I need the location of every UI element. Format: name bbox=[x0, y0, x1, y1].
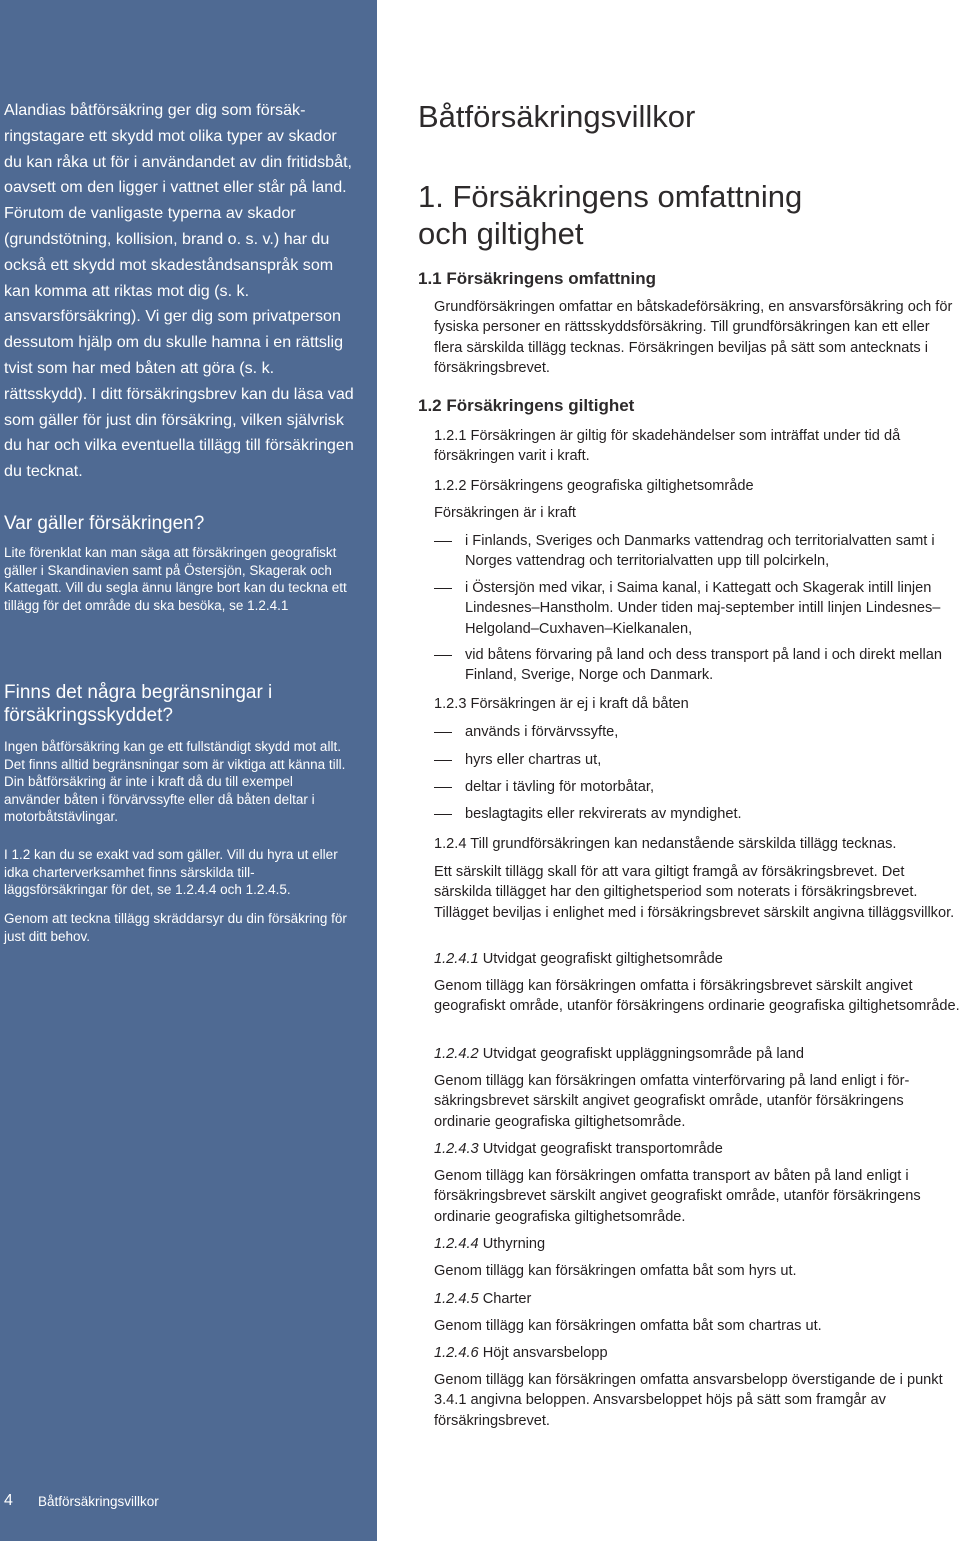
faq-heading-coverage-area: Var gäller försäkringen? bbox=[4, 513, 205, 534]
clause-number: 1.2.4 bbox=[434, 836, 467, 852]
list-item: används i förvärvssyfte, bbox=[434, 722, 960, 742]
clause-number: 1.2.4.2 bbox=[434, 1046, 479, 1062]
list-item: i Östersjön med vikar, i Saima kanal, i Kattegatt och Skagerak intill linjen Lindesnes–Hanstholm. Under tiden maj-september intill linjen Lindesnes–Helgoland–Cuxhaven–Kielkanalen, bbox=[434, 578, 960, 639]
clause-1-2-4-3-heading bbox=[434, 1139, 723, 1159]
clause-text: Försäkringen är giltig för skadehändelser som inträffat under tid då försäkringen varit i kraft. bbox=[434, 428, 901, 465]
clause-number: 1.2.4.5 bbox=[434, 1291, 479, 1307]
list-item: hyrs eller chartras ut, bbox=[434, 750, 960, 770]
clause-title: Till grundförsäkringen kan nedanstående särskilda tillägg tecknas. bbox=[470, 836, 897, 852]
faq-text-limitations-2: I 1.2 kan du se exakt vad som gäller. Vill du hyra ut eller idka charterverksamhet finns särskilda tillläggsförsäkringar för det, se 1.2.4.4 och 1.2.4.5. bbox=[4, 847, 338, 898]
faq-text-limitations-3: Genom att teckna tillägg skräddarsyr du din försäkring för just ditt behov. bbox=[4, 911, 347, 944]
clause-number: 1.2.4.4 bbox=[434, 1236, 479, 1252]
clause-1-2-4-6-text: Genom tillägg kan försäkringen omfatta ansvarsbelopp överstigande de i punkt 3.4.1 angivna beloppen. Ansvarsbeloppet höjs på sätt som framgår av försäkringsbrevet. bbox=[434, 1372, 943, 1429]
clause-1-2-4-1-heading bbox=[434, 949, 723, 969]
clause-1-2-4-4-text: Genom tillägg kan försäkringen omfatta båt som hyrs ut. bbox=[434, 1263, 797, 1279]
dash-marker bbox=[434, 787, 452, 788]
clause-title: Uthyrning bbox=[482, 1236, 546, 1252]
document-title: Båtförsäkringsvillkor bbox=[418, 99, 696, 134]
list-item: beslagtagits eller rekvirerats av myndighet. bbox=[434, 804, 960, 824]
list-item: vid båtens förvaring på land och dess transport på land i och direkt mellan Finland, Sverige, Norge och Danmark. bbox=[434, 645, 960, 686]
clause-title: Höjt ansvarsbelopp bbox=[482, 1345, 608, 1361]
clause-1-2-3-heading bbox=[434, 694, 689, 714]
subsection-heading-1-2: 1.2 Försäkringens giltighet bbox=[418, 396, 635, 415]
section-title: 1. Försäkringens omfattning och giltighet bbox=[418, 179, 803, 251]
clause-1-2-4-text: Ett särskilt tillägg skall för att vara giltigt framgå av försäkringsbrevet. Det särskilda tillägget har den giltighetsperiod som noterats i försäkringsbrevet. Tillägget beviljas i enlighet med i försäkringsbrevet särskilt angivna tilläggsvillkor. bbox=[434, 864, 955, 921]
list-item: i Finlands, Sveriges och Danmarks vattendrag och territorialvatten samt i Norges vattendrag och territorialvatten upp till polcirkeln, bbox=[434, 531, 960, 572]
clause-title: Charter bbox=[482, 1291, 532, 1307]
dash-marker bbox=[434, 655, 452, 656]
clause-1-2-2-intro: Försäkringen är i kraft bbox=[434, 505, 576, 521]
clause-1-2-1 bbox=[434, 426, 960, 467]
dash-marker bbox=[434, 760, 452, 761]
clause-1-2-4-2-text: Genom tillägg kan försäkringen omfatta vinterförvaring på land enligt i försäkringsbrevet särskilt angivet geografiskt område, utanför försäkringens ordinarie geografiska giltighetsområde. bbox=[434, 1073, 910, 1130]
faq-heading-limitations: Finns det några begränsningar i försäkringsskyddet? bbox=[4, 682, 273, 726]
clause-number: 1.2.1 bbox=[434, 428, 467, 444]
clause-1-2-4-5-heading bbox=[434, 1289, 531, 1309]
clause-1-2-4-heading bbox=[434, 834, 896, 854]
dash-marker bbox=[434, 541, 452, 542]
dash-marker bbox=[434, 814, 452, 815]
subsection-text-1-1: Grundförsäkringen omfattar en båtskadeförsäkring, en ansvarsförsäkring och för fysiska personer en rättsskyddsförsäkring. Till grundförsäkringen kan ett eller flera särskilda tillägg tecknas. Försäkringen beviljas på sätt som antecknats i försäkringsbrevet. bbox=[434, 299, 953, 376]
clause-title: Utvidgat geografiskt uppläggningsområde på land bbox=[482, 1046, 804, 1062]
clause-1-2-4-6-heading bbox=[434, 1343, 608, 1363]
faq-text-limitations-1: Ingen båtförsäkring kan ge ett fullständigt skydd mot allt. Det finns alltid begränsningar som är viktiga att känna till. Din båtförsäkring är inte i kraft då du till exempel använder båten i förvärvssyfte eller då båten deltar i motorbåtstävlingar. bbox=[4, 739, 346, 825]
clause-title: Försäkringen är ej i kraft då båten bbox=[470, 696, 689, 712]
subsection-heading-1-1: 1.1 Försäkringens omfattning bbox=[418, 269, 657, 288]
clause-title: Utvidgat geografiskt transportområde bbox=[482, 1141, 723, 1157]
clause-number: 1.2.3 bbox=[434, 696, 467, 712]
clause-title: Utvidgat geografiskt giltighetsområde bbox=[482, 951, 723, 967]
intro-text: Alandias båtförsäkring ger dig som försäkringstagare ett skydd mot olika typer av skador du kan råka ut för i användandet av din fritidsbåt, oavsett om den ligger i vattnet eller står på land. Förutom de vanligaste typerna av skador (grundstötning, kollision, brand o. s. v.) har du också ett skydd mot skadeståndsanspråk som kan komma att riktas mot dig (s. k. ansvarsförsäkring). Vi ger dig som privatperson dessutom hjälp om du skulle hamna i en rättslig tvist som har med båten att göra (s. k. rättsskydd). I ditt försäkringsbrev kan du läsa vad som gäller för just din försäkring, vilken självrisk du har och vilka eventuella tillägg till försäkringen du tecknat. bbox=[4, 101, 354, 481]
clause-1-2-4-3-text: Genom tillägg kan försäkringen omfatta transport av båten på land enligt i försäkringsbrevet särskilt angivet geografiskt område, utanför försäkringens ordinarie geografiska giltighetsområde. bbox=[434, 1168, 921, 1225]
clause-1-2-4-1-text: Genom tillägg kan försäkringen omfatta i försäkringsbrevet särskilt angivet geografiskt område, utanför försäkringens ordinarie geografiska giltighetsområde. bbox=[434, 978, 960, 1015]
dash-marker bbox=[434, 588, 452, 589]
list-item: deltar i tävling för motorbåtar, bbox=[434, 777, 960, 797]
clause-1-2-2-heading bbox=[434, 476, 754, 496]
sidebar-panel bbox=[0, 0, 377, 1541]
dash-marker bbox=[434, 732, 452, 733]
clause-title: Försäkringens geografiska giltighetsområde bbox=[470, 478, 754, 494]
clause-number: 1.2.2 bbox=[434, 478, 467, 494]
footer-title: Båtförsäkringsvillkor bbox=[38, 1494, 159, 1509]
clause-number: 1.2.4.1 bbox=[434, 951, 479, 967]
clause-1-2-4-2-heading bbox=[434, 1044, 804, 1064]
page-number: 4 bbox=[4, 1492, 13, 1509]
clause-number: 1.2.4.6 bbox=[434, 1345, 479, 1361]
faq-text-coverage-area: Lite förenklat kan man säga att försäkringen geografiskt gäller i Skandinavien samt på Östersjön, Skagerak och Kattegatt. Vill du segla ännu längre bort kan du teckna ett tillägg för det område du ska besöka, se 1.2.4.1 bbox=[4, 545, 347, 613]
clause-number: 1.2.4.3 bbox=[434, 1141, 479, 1157]
clause-1-2-4-5-text: Genom tillägg kan försäkringen omfatta båt som chartras ut. bbox=[434, 1318, 822, 1334]
clause-1-2-4-4-heading bbox=[434, 1234, 545, 1254]
